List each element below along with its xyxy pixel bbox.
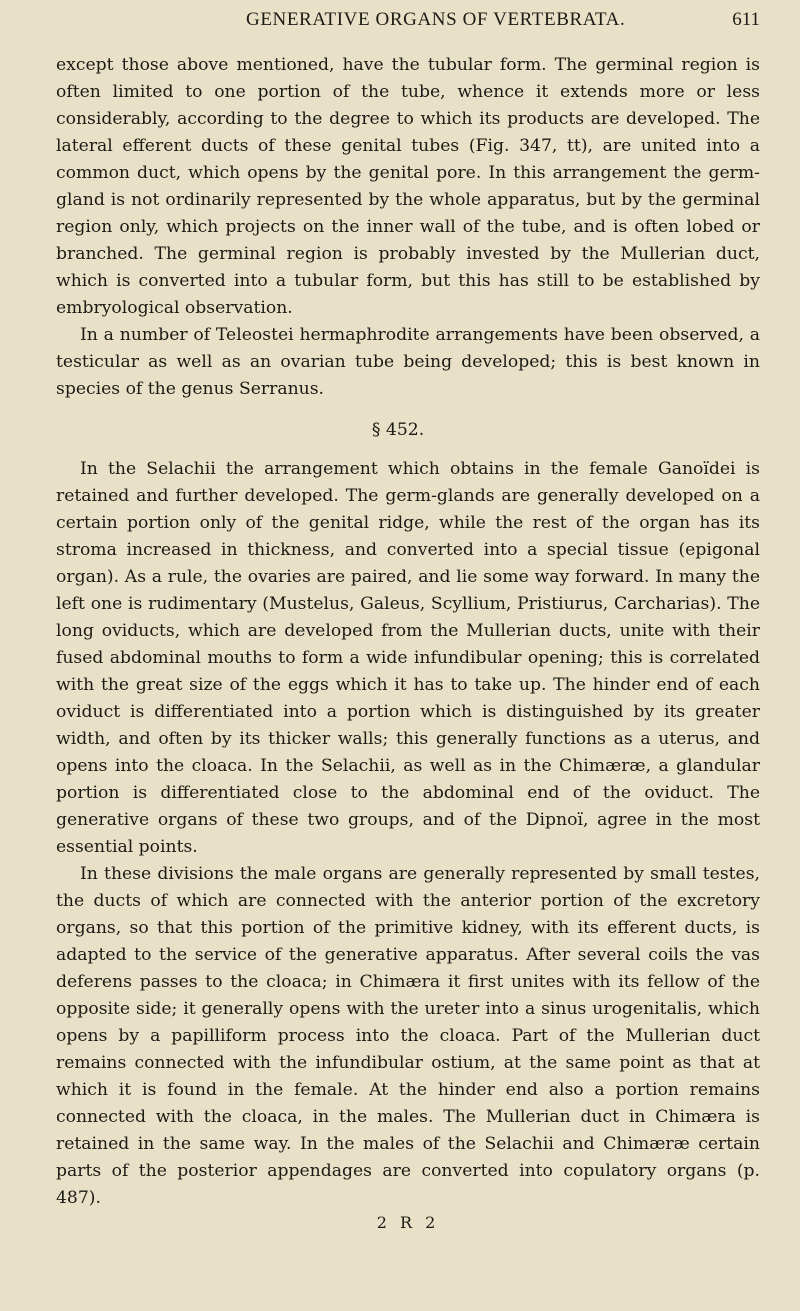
signature-mark: 2 R 2 [376, 1213, 440, 1232]
running-head [56, 0, 760, 40]
body-text [56, 52, 760, 1212]
paragraph-selachii: In the Selachii the arrangement which obtains in the female Ganoïdei is retained and further developed. The germ-glands are generally developed on a certain portion only of the genital ridge, while the rest of the organ has its stroma increased in thickness, and converted into a special tissue (epigonal organ). As a rule, the ovaries are paired, and lie some way forward. In many the left one is rudimentary (Mustelus, Galeus, Scyllium, Pristiurus, Carcharias). The long oviducts, which are developed from the Mullerian ducts, unite with their fused abdominal mouths to form a wide infundibular opening; this is correlated with the great size of the eggs which it has to take up. The hinder end of each oviduct is differentiated into a portion which is distinguished by its greater width, and often by its thicker walls; this generally functions as a uterus, and opens into the cloaca. In the Selachii, as well as in the Chimæræ, a glandular portion is differentiated close to the abdominal end of the oviduct. The generative organs of these two groups, and of the Dipnoï, agree in the most essential points. [56, 459, 760, 857]
paragraph-teleostei: In a number of Teleostei hermaphrodite arrangements have been observed, a testicular as well as an ovarian tube being developed; this is best known in species of the genus Serranus. [56, 325, 760, 399]
paragraph-continued: except those above mentioned, have the tubular form. The germinal region is often limited to one portion of the tube, whence it extends more or less considerably, according to the degree to which its products are developed. The lateral efferent ducts of these genital tubes (Fig. 347, tt), are united into a common duct, which opens by the genital pore. In this arrangement the germ-gland is not ordinarily represented by the whole apparatus, but by the germinal region only, which projects on the inner wall of the tube, and is often lobed or branched. The germinal region is probably invested by the Mullerian duct, which is converted into a tubular form, but this has still to be established by embryological observation. [56, 55, 760, 318]
section-heading: § 452. [371, 420, 425, 440]
running-title: GENERATIVE ORGANS OF VERTEBRATA. [246, 9, 626, 30]
page-number: 611 [732, 9, 760, 30]
paragraph-male-organs: In these divisions the male organs are generally represented by small testes, the ducts of which are connected with the anterior portion of the excretory organs, so that this portion of the primitive kidney, with its efferent ducts, is adapted to the service of the generative apparatus. After several coils the vas deferens passes to the cloaca; in Chimæra it first unites with its fellow of the opposite side; it generally opens with the ureter into a sinus urogenitalis, which opens by a papilliform process into the cloaca. Part of the Mullerian duct remains connected with the infundibular ostium, at the same point as that at which it is found in the female. At the hinder end also a portion remains connected with the cloaca, in the males. The Mullerian duct in Chimæra is retained in the same way. In the males of the Selachii and Chimæræ certain parts of the posterior appendages are converted into copulatory organs (p. 487). [56, 864, 760, 1208]
